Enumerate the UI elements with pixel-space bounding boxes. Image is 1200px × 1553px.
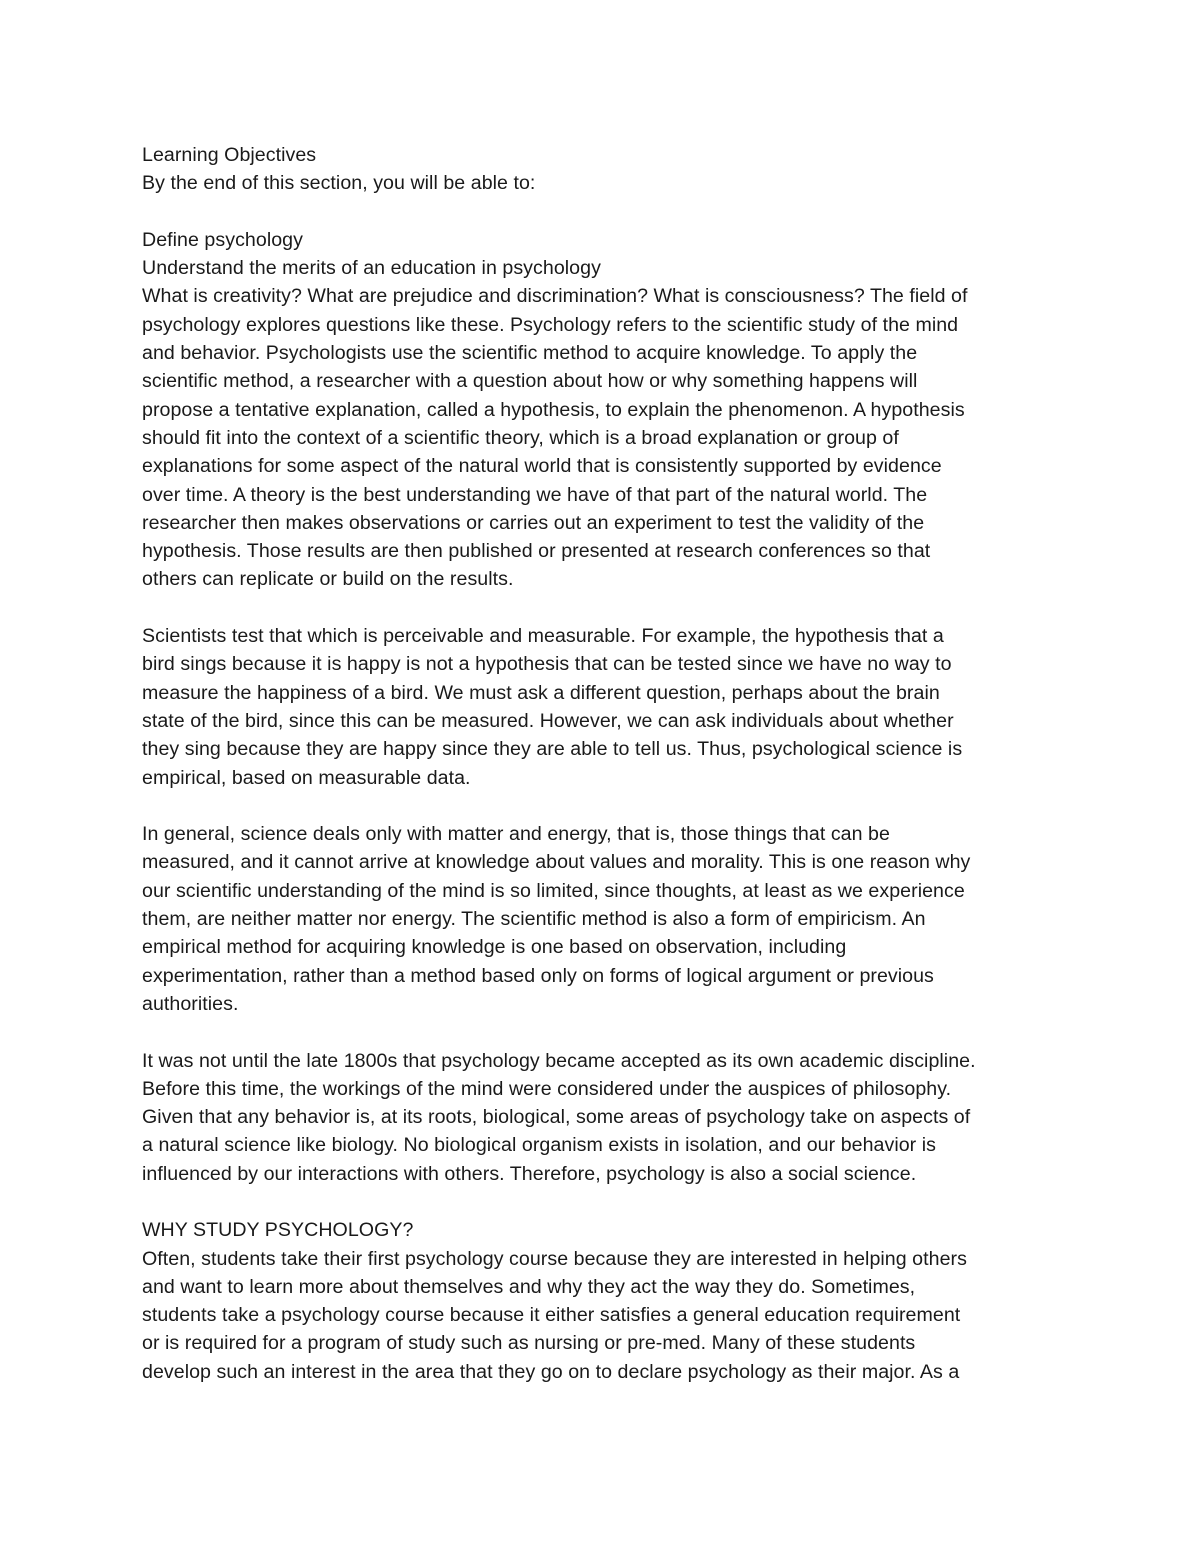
paragraph-line: researcher then makes observations or carries out an experiment to test the validity of the — [142, 511, 925, 534]
document-body — [142, 141, 1082, 1386]
paragraph-line: It was not until the late 1800s that psychology became accepted as its own academic discipline. — [142, 1049, 976, 1072]
paragraph-4 — [142, 1047, 1082, 1188]
paragraph-line: or is required for a program of study such as nursing or pre-med. Many of these students — [142, 1332, 916, 1355]
paragraph-line: scientific method, a researcher with a question about how or why something happens will — [142, 370, 918, 393]
paragraph-line: and behavior. Psychologists use the scientific method to acquire knowledge. To apply the — [142, 342, 918, 365]
paragraph-line: measure the happiness of a bird. We must ask a different question, perhaps about the brain — [142, 681, 940, 704]
paragraph-line: Given that any behavior is, at its roots, biological, some areas of psychology take on aspects of — [142, 1106, 971, 1129]
spacer — [142, 198, 1082, 226]
heading-learning-objectives: Learning Objectives — [142, 144, 317, 166]
paragraph-line: our scientific understanding of the mind is so limited, since thoughts, at least as we experience — [142, 879, 965, 902]
paragraph-line: students take a psychology course because it either satisfies a general education requirement — [142, 1304, 961, 1327]
paragraph-line: What is creativity? What are prejudice and discrimination? What is consciousness? The field of — [142, 285, 968, 308]
paragraph-line: explanations for some aspect of the natural world that is consistently supported by evidence — [142, 455, 942, 478]
paragraph-line: over time. A theory is the best understanding we have of that part of the natural world. The — [142, 483, 928, 506]
objective-item: Define psychology — [142, 228, 303, 251]
paragraph-1 — [142, 282, 1082, 593]
paragraph-line: others can replicate or build on the results. — [142, 568, 514, 591]
paragraph-line: propose a tentative explanation, called a hypothesis, to explain the phenomenon. A hypothesis — [142, 398, 965, 421]
paragraph-line: bird sings because it is happy is not a hypothesis that can be tested since we have no way to — [142, 653, 952, 676]
intro-line: By the end of this section, you will be able to: — [142, 172, 536, 195]
spacer — [142, 1018, 1082, 1046]
paragraph-line: measured, and it cannot arrive at knowledge about values and morality. This is one reason why — [142, 851, 971, 874]
paragraph-line: they sing because they are happy since they are able to tell us. Thus, psychological science is — [142, 738, 963, 761]
spacer — [142, 792, 1082, 820]
paragraph-line: Before this time, the workings of the mind were considered under the auspices of philosophy. — [142, 1077, 952, 1100]
section-heading: WHY STUDY PSYCHOLOGY? — [142, 1219, 414, 1242]
spacer — [142, 1188, 1082, 1216]
paragraph-line: hypothesis. Those results are then published or presented at research conferences so that — [142, 540, 931, 563]
paragraph-line: In general, science deals only with matter and energy, that is, those things that can be — [142, 823, 890, 846]
paragraph-line: a natural science like biology. No biological organism exists in isolation, and our behavior is — [142, 1134, 936, 1157]
paragraph-line: develop such an interest in the area that they go on to declare psychology as their major. As a — [142, 1360, 960, 1383]
paragraph-line: psychology explores questions like these. Psychology refers to the scientific study of the mind — [142, 313, 959, 336]
paragraph-3 — [142, 820, 1082, 1018]
paragraph-line: them, are neither matter nor energy. The scientific method is also a form of empiricism. An — [142, 908, 926, 931]
paragraph-5 — [142, 1245, 1082, 1386]
paragraph-line: state of the bird, since this can be measured. However, we can ask individuals about whether — [142, 709, 954, 732]
paragraph-line: influenced by our interactions with others. Therefore, psychology is also a social science. — [142, 1162, 917, 1185]
paragraph-line: Often, students take their first psychology course because they are interested in helping others — [142, 1247, 967, 1270]
spacer — [142, 594, 1082, 622]
paragraph-line: Scientists test that which is perceivable and measurable. For example, the hypothesis that a — [142, 625, 944, 648]
paragraph-2 — [142, 622, 1082, 792]
paragraph-line: authorities. — [142, 992, 239, 1015]
paragraph-line: empirical, based on measurable data. — [142, 766, 471, 789]
paragraph-line: experimentation, rather than a method based only on forms of logical argument or previous — [142, 964, 934, 987]
paragraph-line: and want to learn more about themselves and why they act the way they do. Sometimes, — [142, 1275, 916, 1298]
objective-item: Understand the merits of an education in psychology — [142, 257, 601, 280]
paragraph-line: empirical method for acquiring knowledge is one based on observation, including — [142, 936, 847, 959]
paragraph-line: should fit into the context of a scientific theory, which is a broad explanation or group of — [142, 426, 899, 449]
